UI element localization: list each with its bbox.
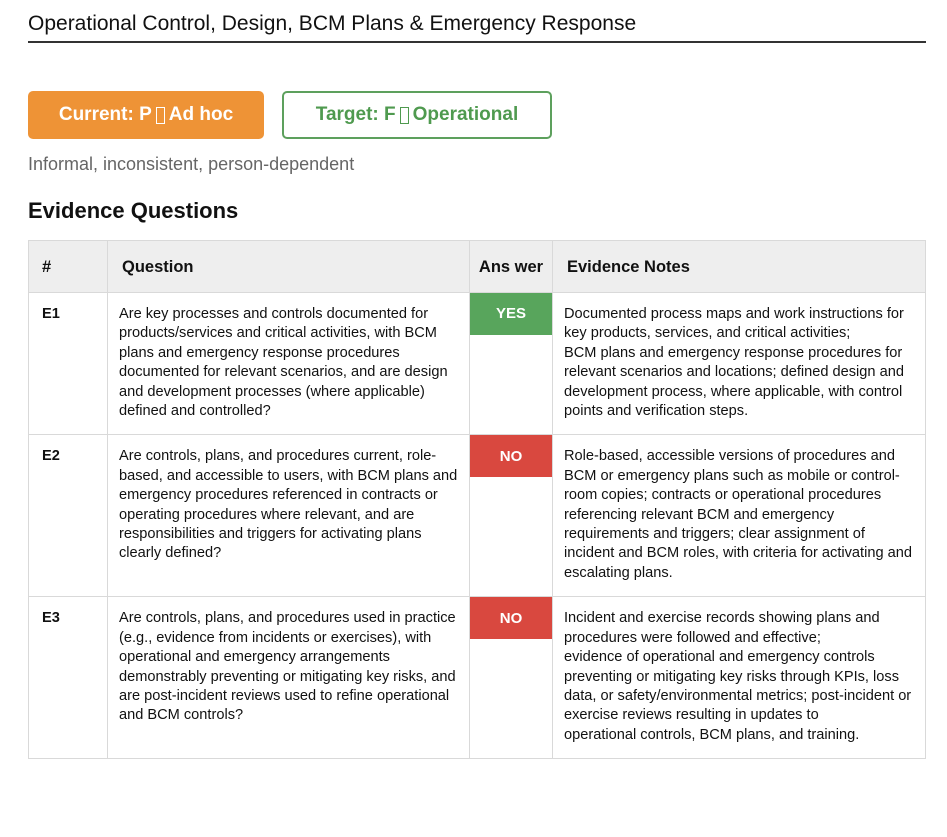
answer-badge-yes: YES	[470, 293, 552, 335]
table-row	[29, 293, 926, 435]
answer-badge-no: NO	[470, 597, 552, 639]
question-text: Are controls, plans, and procedures current, role-based, and accessible to users, with BCM plans and emergency procedures referenced in contracts or operating procedures where relevant, and are responsibilities and triggers for activating plans clearly defined?	[108, 435, 470, 597]
answer-cell	[470, 293, 553, 435]
table-row	[29, 597, 926, 759]
header-evidence-notes: Evidence Notes	[553, 241, 926, 293]
missing-glyph-icon	[156, 107, 165, 124]
answer-cell	[470, 597, 553, 759]
question-id: E3	[29, 597, 108, 759]
evidence-line: operational controls, BCM plans, and training.	[564, 726, 860, 743]
target-level-label: Operational	[412, 104, 519, 125]
target-level-badge	[282, 91, 552, 139]
evidence-line: Documented process maps and work instructions for key products, services, and critical activities;	[564, 306, 904, 342]
table-row	[29, 435, 926, 597]
section-title: Evidence Questions	[28, 198, 239, 223]
question-id: E2	[29, 435, 108, 597]
answer-badge-no: NO	[470, 435, 552, 477]
evidence-line: requirements and triggers; clear assignment of incident and BCM roles, with criteria for activating and escalating plans.	[564, 526, 912, 581]
current-level-label: Ad hoc	[168, 104, 234, 125]
question-id: E1	[29, 293, 108, 435]
header-question: Question	[108, 241, 470, 293]
answer-cell	[470, 435, 553, 597]
maturity-badges	[28, 91, 926, 139]
current-level-prefix: Current: P	[58, 104, 152, 125]
question-text: Are key processes and controls documented for products/services and critical activities, with BCM plans and emergency response procedures documented for relevant scenarios, and are design and development processes (where applicable) defined and controlled?	[108, 293, 470, 435]
page-title: Operational Control, Design, BCM Plans & Emergency Response	[28, 0, 926, 43]
evidence-notes	[553, 293, 926, 435]
evidence-line: BCM plans and emergency response procedures for relevant scenarios and locations; defined design and development process, where applicable, with control points and verification steps.	[564, 344, 904, 420]
level-description: Informal, inconsistent, person-dependent	[28, 154, 355, 174]
header-answer: Ans wer	[470, 241, 553, 293]
current-level-badge	[28, 91, 264, 139]
evidence-notes	[553, 597, 926, 759]
header-number: #	[29, 241, 108, 293]
evidence-questions-table	[28, 240, 926, 759]
evidence-line: Incident and exercise records showing plans and procedures were followed and effective;	[564, 610, 880, 646]
missing-glyph-icon	[400, 107, 409, 124]
question-text: Are controls, plans, and procedures used in practice (e.g., evidence from incidents or exercises), with operational and emergency arrangements demonstrably preventing or mitigating key risks, and are post-incident reviews used to refine operational and BCM controls?	[108, 597, 470, 759]
target-level-prefix: Target: F	[315, 104, 396, 125]
table-header-row	[29, 241, 926, 293]
evidence-notes	[553, 435, 926, 597]
evidence-line: evidence of operational and emergency controls preventing or mitigating key risks through KPIs, loss data, or safety/environmental metrics; post-incident or exercise reviews resulting in updates to	[564, 649, 912, 724]
evidence-line: Role-based, accessible versions of procedures and BCM or emergency plans such as mobile or control-room copies; contracts or operational procedures referencing relevant BCM and emergency	[564, 448, 900, 523]
